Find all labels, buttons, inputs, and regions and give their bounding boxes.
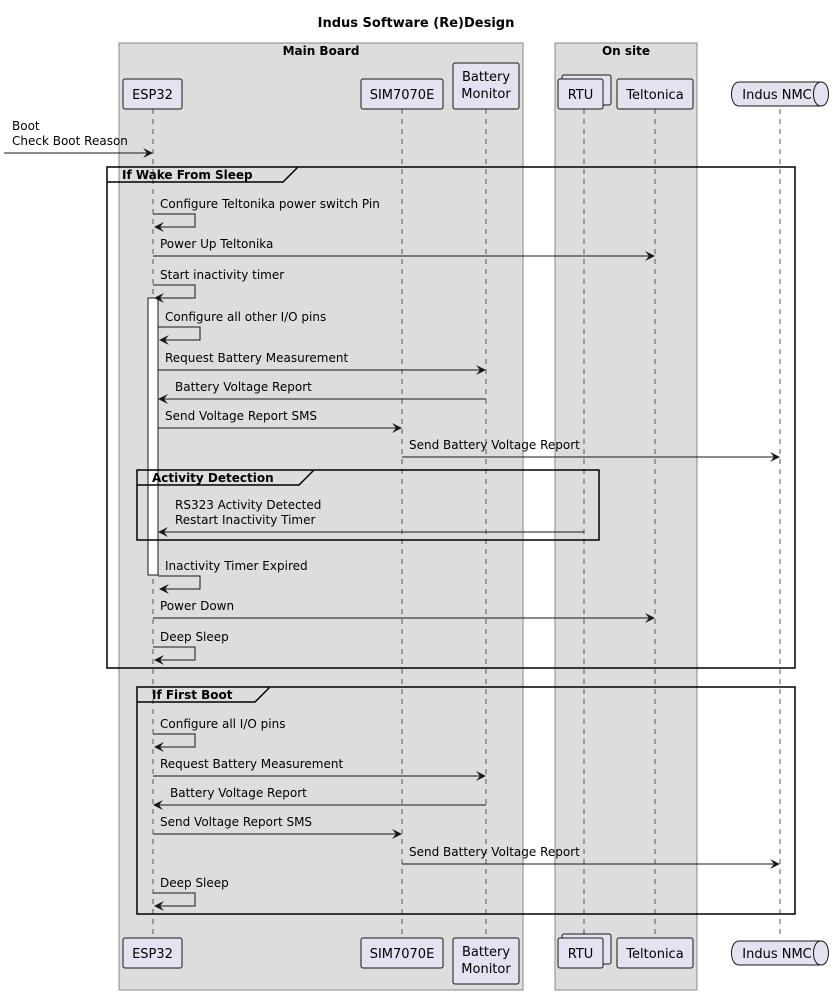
message-label-4-0: Configure all other I/O pins [165, 310, 327, 324]
message-label-5-0: Request Battery Measurement [165, 351, 349, 365]
participant-label-sim-0: SIM7070E [369, 947, 435, 962]
message-label-10-0: Inactivity Timer Expired [165, 559, 308, 573]
participant-label-bat-0: Battery [461, 70, 511, 85]
participant-label-rtu-0: RTU [567, 88, 594, 103]
participant-label-bat-1: Monitor [461, 962, 511, 977]
message-label-17-0: Send Battery Voltage Report [409, 845, 580, 859]
message-label-16-0: Send Voltage Report SMS [160, 815, 313, 829]
participant-sim-head [361, 79, 443, 109]
participant-nmc-head [732, 82, 829, 106]
participant-nmc-foot [732, 941, 829, 965]
message-label-0-1: Check Boot Reason [12, 134, 128, 148]
participant-esp-head [123, 79, 182, 109]
participant-tel-head [617, 79, 693, 109]
message-label-9-1: Restart Inactivity Timer [175, 513, 316, 527]
diagram-title: Indus Software (Re)Design [317, 16, 515, 31]
message-label-15-0: Battery Voltage Report [170, 786, 307, 800]
message-label-8-0: Send Battery Voltage Report [409, 438, 580, 452]
box-label-main: Main Board [282, 44, 360, 58]
participant-label-rtu-0: RTU [567, 947, 594, 962]
participant-tel-foot [617, 938, 693, 968]
participant-rtu-head [558, 75, 611, 109]
message-label-6-0: Battery Voltage Report [175, 380, 312, 394]
participant-label-bat-0: Battery [461, 945, 511, 960]
message-label-12-0: Deep Sleep [160, 630, 229, 644]
message-label-9-0: RS323 Activity Detected [175, 498, 322, 512]
message-label-1-0: Configure Teltonika power switch Pin [160, 197, 380, 211]
participant-sim-foot [361, 938, 443, 968]
box-label-site: On site [601, 44, 651, 58]
message-label-18-0: Deep Sleep [160, 876, 229, 890]
fragment-label-wake: If Wake From Sleep [122, 168, 253, 182]
participant-label-esp-0: ESP32 [132, 947, 173, 962]
message-label-13-0: Configure all I/O pins [160, 717, 286, 731]
message-label-11-0: Power Down [160, 599, 235, 613]
participant-label-sim-0: SIM7070E [369, 88, 435, 103]
participant-label-tel-0: Teltonica [626, 947, 684, 962]
participant-label-tel-0: Teltonica [626, 88, 684, 103]
message-label-3-0: Start inactivity timer [160, 268, 285, 282]
message-label-14-0: Request Battery Measurement [160, 757, 344, 771]
participant-label-esp-0: ESP32 [132, 88, 173, 103]
message-label-0-0: Boot [12, 119, 40, 133]
fragment-label-activity: Activity Detection [152, 471, 274, 485]
message-label-7-0: Send Voltage Report SMS [165, 409, 318, 423]
participant-rtu-foot [558, 934, 611, 968]
fragment-label-first: If First Boot [152, 688, 233, 702]
activation-bar-esp-0 [148, 298, 158, 575]
participant-esp-foot [123, 938, 182, 968]
message-label-2-0: Power Up Teltonika [160, 237, 274, 251]
participant-label-bat-1: Monitor [461, 87, 511, 102]
participant-label-nmc-0: Indus NMC [742, 88, 812, 103]
participant-bat-foot [453, 938, 519, 984]
participant-label-nmc-0: Indus NMC [742, 947, 812, 962]
participant-bat-head [453, 63, 519, 109]
